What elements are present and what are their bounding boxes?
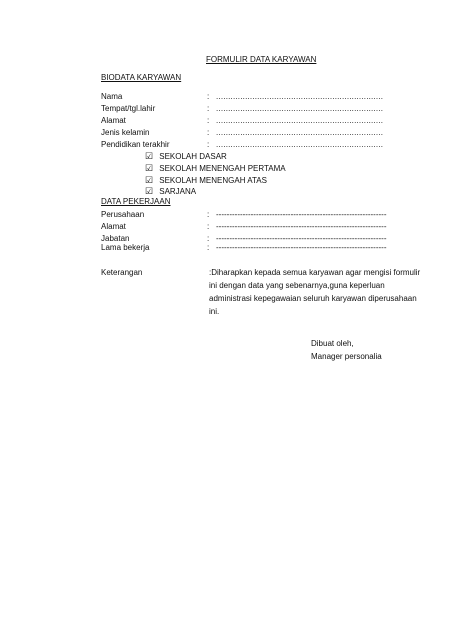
field-fill-nama: .....................................................................	[216, 92, 384, 101]
field-fill-alamat: .....................................................................	[216, 116, 384, 125]
education-option-label: SEKOLAH DASAR	[159, 152, 227, 161]
field-colon: :	[207, 222, 210, 231]
education-option-sarjana[interactable]	[145, 186, 196, 197]
field-colon: :	[207, 128, 210, 137]
field-fill-tempat-tgl-lahir: .....................................................................	[216, 104, 384, 113]
field-fill-jenis-kelamin: .....................................................................	[216, 128, 384, 137]
education-option-label: SARJANA	[159, 187, 197, 196]
education-option-smp[interactable]	[145, 163, 286, 174]
education-option-label: SEKOLAH MENENGAH ATAS	[159, 176, 267, 185]
field-colon: :	[207, 210, 210, 219]
pekerjaan-heading: DATA PEKERJAAN	[101, 197, 171, 206]
field-fill-lama-bekerja: ----------------------------------------------------------------	[216, 243, 387, 252]
biodata-heading: BIODATA KARYAWAN	[101, 73, 182, 82]
field-fill-perusahaan: ----------------------------------------------------------------	[216, 210, 387, 219]
field-label-alamat-kerja: Alamat	[101, 222, 126, 231]
field-label-jabatan: Jabatan	[101, 234, 130, 243]
checkbox-checked-icon[interactable]: ☑	[145, 175, 154, 185]
field-label-pendidikan-terakhir: Pendidikan terakhir	[101, 140, 170, 149]
checkbox-checked-icon[interactable]: ☑	[145, 163, 154, 173]
education-option-sma[interactable]	[145, 175, 267, 186]
keterangan-text: :Diharapkan kepada semua karyawan agar mengisi formulir ini dengan data yang sebenarnya,guna keperluan administrasi kepegawaian seluruh karyawan diperusahaan ini.	[209, 268, 421, 316]
field-fill-jabatan: ----------------------------------------------------------------	[216, 234, 387, 243]
signature-line-1: Dibuat oleh,	[311, 339, 354, 348]
field-label-tempat-tgl-lahir: Tempat/tgl.lahir	[101, 104, 156, 113]
education-option-label: SEKOLAH MENENGAH PERTAMA	[159, 164, 286, 173]
form-title: FORMULIR DATA KARYAWAN	[206, 55, 317, 64]
field-colon: :	[207, 234, 210, 243]
signature-line-2: Manager personalia	[311, 352, 382, 361]
field-colon: :	[207, 92, 210, 101]
field-label-lama-bekerja: Lama bekerja	[101, 243, 150, 252]
field-fill-alamat-kerja: ----------------------------------------------------------------	[216, 222, 387, 231]
education-option-sd[interactable]	[145, 151, 227, 162]
checkbox-checked-icon[interactable]: ☑	[145, 186, 154, 196]
field-label-nama: Nama	[101, 92, 123, 101]
field-label-perusahaan: Perusahaan	[101, 210, 145, 219]
field-colon: :	[207, 116, 210, 125]
checkbox-checked-icon[interactable]: ☑	[145, 151, 154, 161]
keterangan-label: Keterangan	[101, 268, 143, 277]
field-label-jenis-kelamin: Jenis kelamin	[101, 128, 150, 137]
field-colon: :	[207, 104, 210, 113]
field-fill-pendidikan-terakhir: .....................................................................	[216, 140, 384, 149]
field-colon: :	[207, 243, 210, 252]
field-label-alamat: Alamat	[101, 116, 126, 125]
field-colon: :	[207, 140, 210, 149]
